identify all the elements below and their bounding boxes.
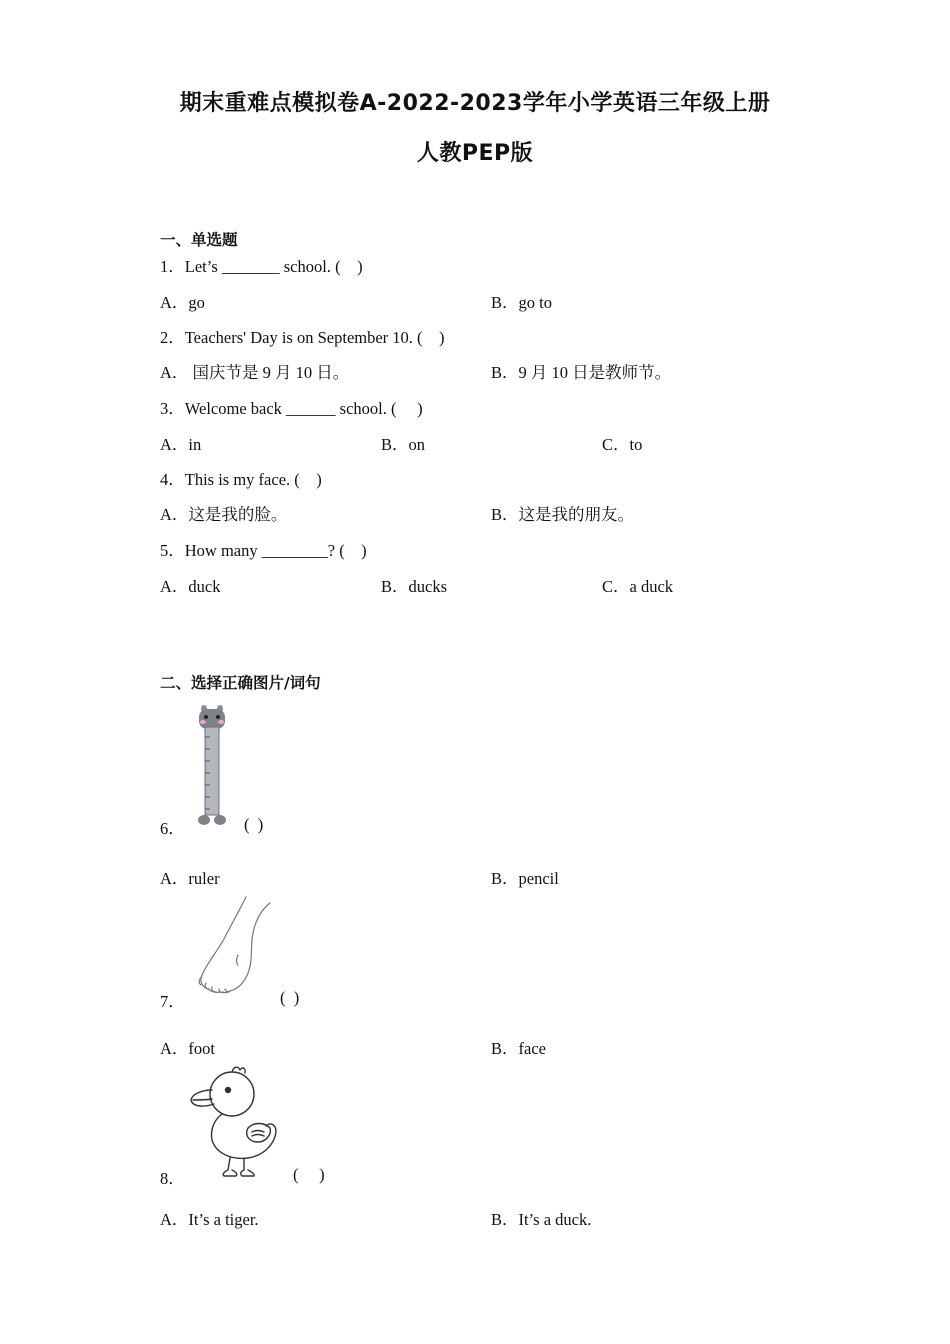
question-5-option-c[interactable]: C．a duck [602, 577, 674, 596]
question-8-number: 8． [160, 1169, 185, 1188]
question-8-answer-paren: ( ) [293, 1165, 325, 1184]
page-title-line1: 期末重难点模拟卷A-2022-2023学年小学英语三年级上册 [179, 91, 771, 116]
question-7-option-b[interactable]: B．face [491, 1039, 546, 1058]
question-3-option-b[interactable]: B．on [381, 435, 426, 454]
question-6-answer-paren: ( ) [244, 815, 264, 834]
ruler-giraffe-icon [194, 703, 230, 827]
section-heading-picture-choice: 二、选择正确图片/词句 [160, 674, 321, 692]
duck-icon [188, 1064, 282, 1180]
question-5-option-b[interactable]: B．ducks [381, 577, 447, 596]
page-title-line2: 人教PEP版 [416, 141, 534, 166]
question-7-answer-paren: ( ) [280, 988, 300, 1007]
question-5-stem: 5．How many ________? ( ) [160, 541, 367, 560]
question-2-stem: 2．Teachers' Day is on September 10. ( ) [160, 328, 445, 347]
question-1-option-a[interactable]: A．go [160, 293, 205, 312]
question-6-number: 6． [160, 819, 185, 838]
question-7-option-a[interactable]: A．foot [160, 1039, 215, 1058]
question-4-stem: 4．This is my face. ( ) [160, 470, 322, 489]
question-2-option-b[interactable]: B．9 月 10 日是教师节。 [491, 363, 672, 382]
question-6-option-a[interactable]: A．ruler [160, 869, 220, 888]
section-heading-single-choice: 一、单选题 [160, 231, 238, 249]
question-5-option-a[interactable]: A．duck [160, 577, 221, 596]
question-3-option-a[interactable]: A．in [160, 435, 202, 454]
question-6-option-b[interactable]: B．pencil [491, 869, 559, 888]
question-7-number: 7． [160, 992, 185, 1011]
question-8-option-b[interactable]: B．It’s a duck. [491, 1210, 592, 1229]
question-1-stem: 1．Let’s _______ school. ( ) [160, 257, 363, 276]
question-3-option-c[interactable]: C．to [602, 435, 643, 454]
question-8-option-a[interactable]: A．It’s a tiger. [160, 1210, 259, 1229]
question-3-stem: 3．Welcome back ______ school. ( ) [160, 399, 423, 418]
question-4-option-a[interactable]: A．这是我的脸。 [160, 505, 288, 524]
question-2-option-a[interactable]: A． 国庆节是 9 月 10 日。 [160, 363, 350, 382]
foot-icon [194, 895, 274, 997]
question-1-option-b[interactable]: B．go to [491, 293, 552, 312]
question-4-option-b[interactable]: B．这是我的朋友。 [491, 505, 635, 524]
